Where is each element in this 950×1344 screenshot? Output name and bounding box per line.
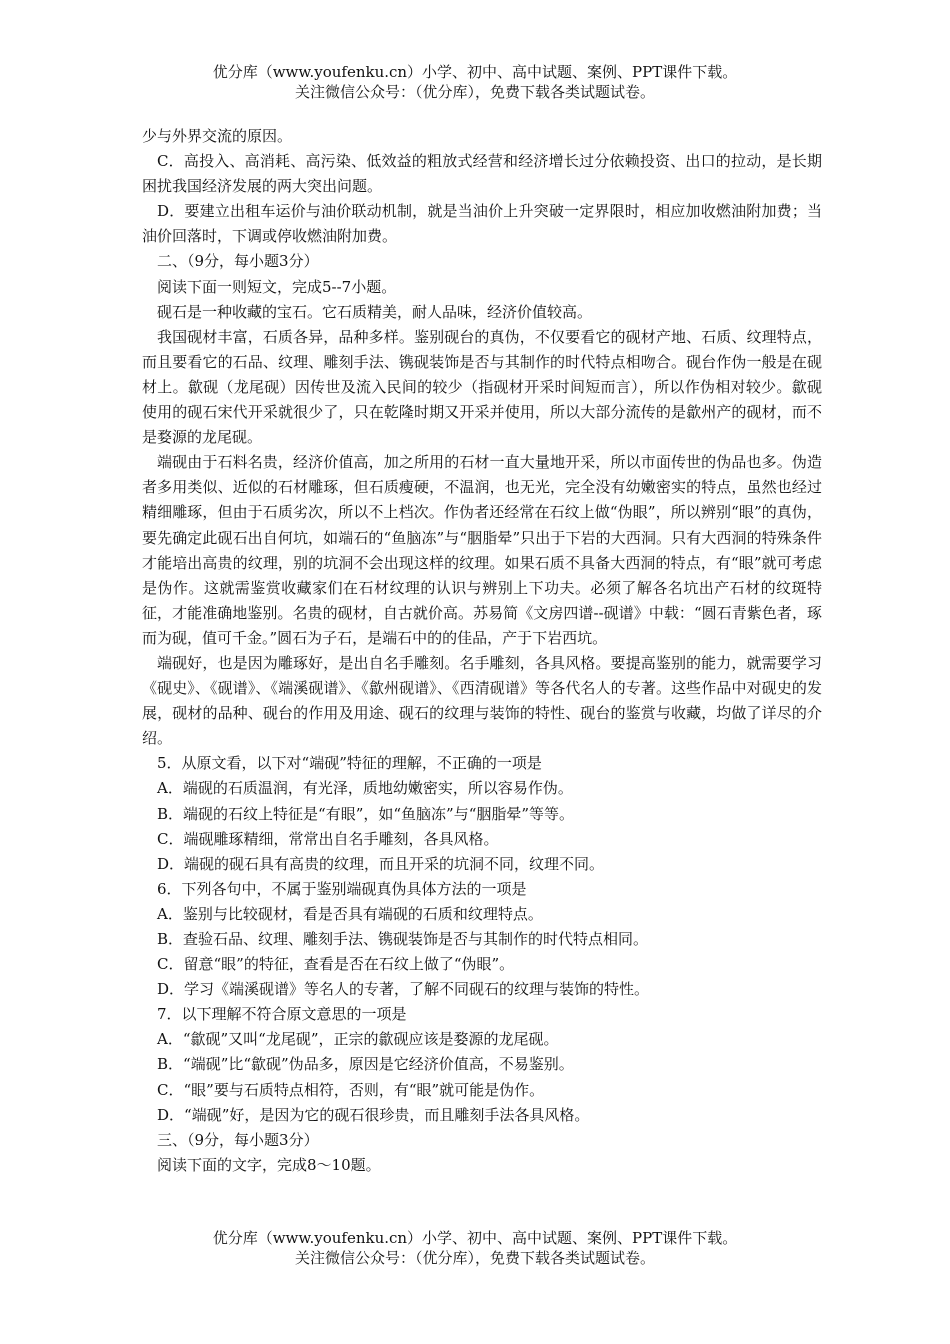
question-7-option-d: D．“端砚”好，是因为它的砚石很珍贵，而且雕刻手法各具风格。 xyxy=(157,1105,590,1124)
section-3-instruction: 阅读下面的文字，完成8～10题。 xyxy=(157,1155,381,1174)
article-paragraph-2: 我国砚材丰富，石质各异，品种多样。鉴别砚台的真伪，不仅要看它的砚材产地、石质、纹理特点，而且要看它的石品、纹理、雕刻手法、镌砚装饰是否与其制作的时代特点相吻合。砚台作伪一般是在砚材上。歙砚（龙尾砚）因传世及流入民间的较少（指砚材开采时间短而言），所以作伪相对较少。歙砚使用的砚石宋代开采就很少了，只在乾隆时期又开采并使用，所以大部分流传的是歙州产的砚材，而不是婺源的龙尾砚。 xyxy=(142,327,822,447)
article-paragraph-3: 端砚由于石料名贵，经济价值高，加之所用的石材一直大量地开采，所以市面传世的伪品也多。伪造者多用类似、近似的石材雕琢，但石质瘦硬，不温润，也无光，完全没有幼嫩密实的特点，虽然也经过精细雕琢，但由于石质劣次，所以不上档次。作伪者还经常在石纹上做“伪眼”，所以辨别“眼”的真伪，要先确定此砚石出自何坑，如端石的“鱼脑冻”与“胭脂晕”只出于下岩的大西洞。只有大西洞的特殊条件才能培出高贵的纹理，别的坑洞不会出现这样的纹理。如果石质不具备大西洞的特点，有“眼”就可考虑是伪作。这就需鉴赏收藏家们在石材纹理的认识与辨别上下功夫。必须了解各名坑出产石材的纹斑特征，才能准确地鉴别。名贵的砚材，自古就价高。苏易简《文房四谱--砚谱》中载：“圆石青紫色者，琢而为砚，值可千金。”圆石为子石，是端石中的的佳品，产于下岩西坑。 xyxy=(142,453,822,647)
document-body xyxy=(142,124,822,1178)
question-7-option-b: B．“端砚”比“歙砚”伪品多，原因是它经济价值高，不易鉴别。 xyxy=(157,1055,574,1074)
section-2-instruction: 阅读下面一则短文，完成5--7小题。 xyxy=(157,277,397,296)
paragraph-continuation: 少与外界交流的原因。 xyxy=(142,127,293,145)
question-6-stem: 6．下列各句中，不属于鉴别端砚真伪具体方法的一项是 xyxy=(157,879,527,898)
question-5-stem: 5．从原文看，以下对“端砚”特征的理解，不正确的一项是 xyxy=(157,754,542,773)
question-5-option-c: C．端砚雕琢精细，常常出自名手雕刻，各具风格。 xyxy=(157,829,499,848)
article-paragraph-1: 砚石是一种收藏的宝石。它石质精美，耐人品味，经济价值较高。 xyxy=(157,302,593,321)
question-5-option-d: D．端砚的砚石具有高贵的纹理，而且开采的坑洞不同，纹理不同。 xyxy=(157,854,605,873)
header-line-2: 关注微信公众号：（优分库），免费下载各类试题试卷。 xyxy=(294,83,655,101)
footer-line-1: 优分库（www.youfenku.cn）小学、初中、高中试题、案例、PPT课件下载。 xyxy=(212,1229,738,1247)
question-7-stem: 7．以下理解不符合原文意思的一项是 xyxy=(157,1005,407,1024)
header-line-1: 优分库（www.youfenku.cn）小学、初中、高中试题、案例、PPT课件下载。 xyxy=(212,63,738,81)
option-c-prev-question: C．高投入、高消耗、高污染、低效益的粗放式经营和经济增长过分依赖投资、出口的拉动，是长期困扰我国经济发展的两大突出问题。 xyxy=(142,152,822,196)
question-5-option-a: A．端砚的石质温润，有光泽，质地幼嫩密实，所以容易作伪。 xyxy=(157,779,573,798)
option-d-prev-question: D．要建立出租车运价与油价联动机制，就是当油价上升突破一定界限时，相应加收燃油附加费；当油价回落时，下调或停收燃油附加费。 xyxy=(142,202,822,246)
section-3-heading: 三、（9分，每小题3分） xyxy=(157,1130,319,1149)
footer-line-2: 关注微信公众号：（优分库），免费下载各类试题试卷。 xyxy=(294,1249,655,1267)
section-2-heading: 二、（9分，每小题3分） xyxy=(157,252,319,271)
question-7-option-c: C．“眼”要与石质特点相符，否则，有“眼”就可能是伪作。 xyxy=(157,1080,545,1099)
question-6-option-b: B．查验石品、纹理、雕刻手法、镌砚装饰是否与其制作的时代特点相同。 xyxy=(157,930,649,948)
question-5-option-b: B．端砚的石纹上特征是“有眼”，如“鱼脑冻”与“胭脂晕”等等。 xyxy=(157,804,575,823)
page-header xyxy=(0,62,950,102)
question-7-option-a: A．“歙砚”又叫“龙尾砚”，正宗的歙砚应该是婺源的龙尾砚。 xyxy=(157,1030,559,1049)
article-paragraph-4: 端砚好，也是因为雕琢好，是出自名手雕刻。名手雕刻，各具风格。要提高鉴别的能力，就需要学习《砚史》、《砚谱》、《端溪砚谱》、《歙州砚谱》、《西清砚谱》等各代名人的专著。这些作品中对砚史的发展，砚材的品种、砚台的作用及用途、砚石的纹理与装饰的特性、砚台的鉴赏与收藏，均做了详尽的介绍。 xyxy=(142,653,822,748)
page-footer xyxy=(0,1228,950,1268)
question-6-option-a: A．鉴别与比较砚材，看是否具有端砚的石质和纹理特点。 xyxy=(157,904,543,923)
question-6-option-d: D．学习《端溪砚谱》等名人的专著，了解不同砚石的纹理与装饰的特性。 xyxy=(157,980,650,999)
question-6-option-c: C．留意“眼”的特征，查看是否在石纹上做了“伪眼”。 xyxy=(157,955,515,974)
